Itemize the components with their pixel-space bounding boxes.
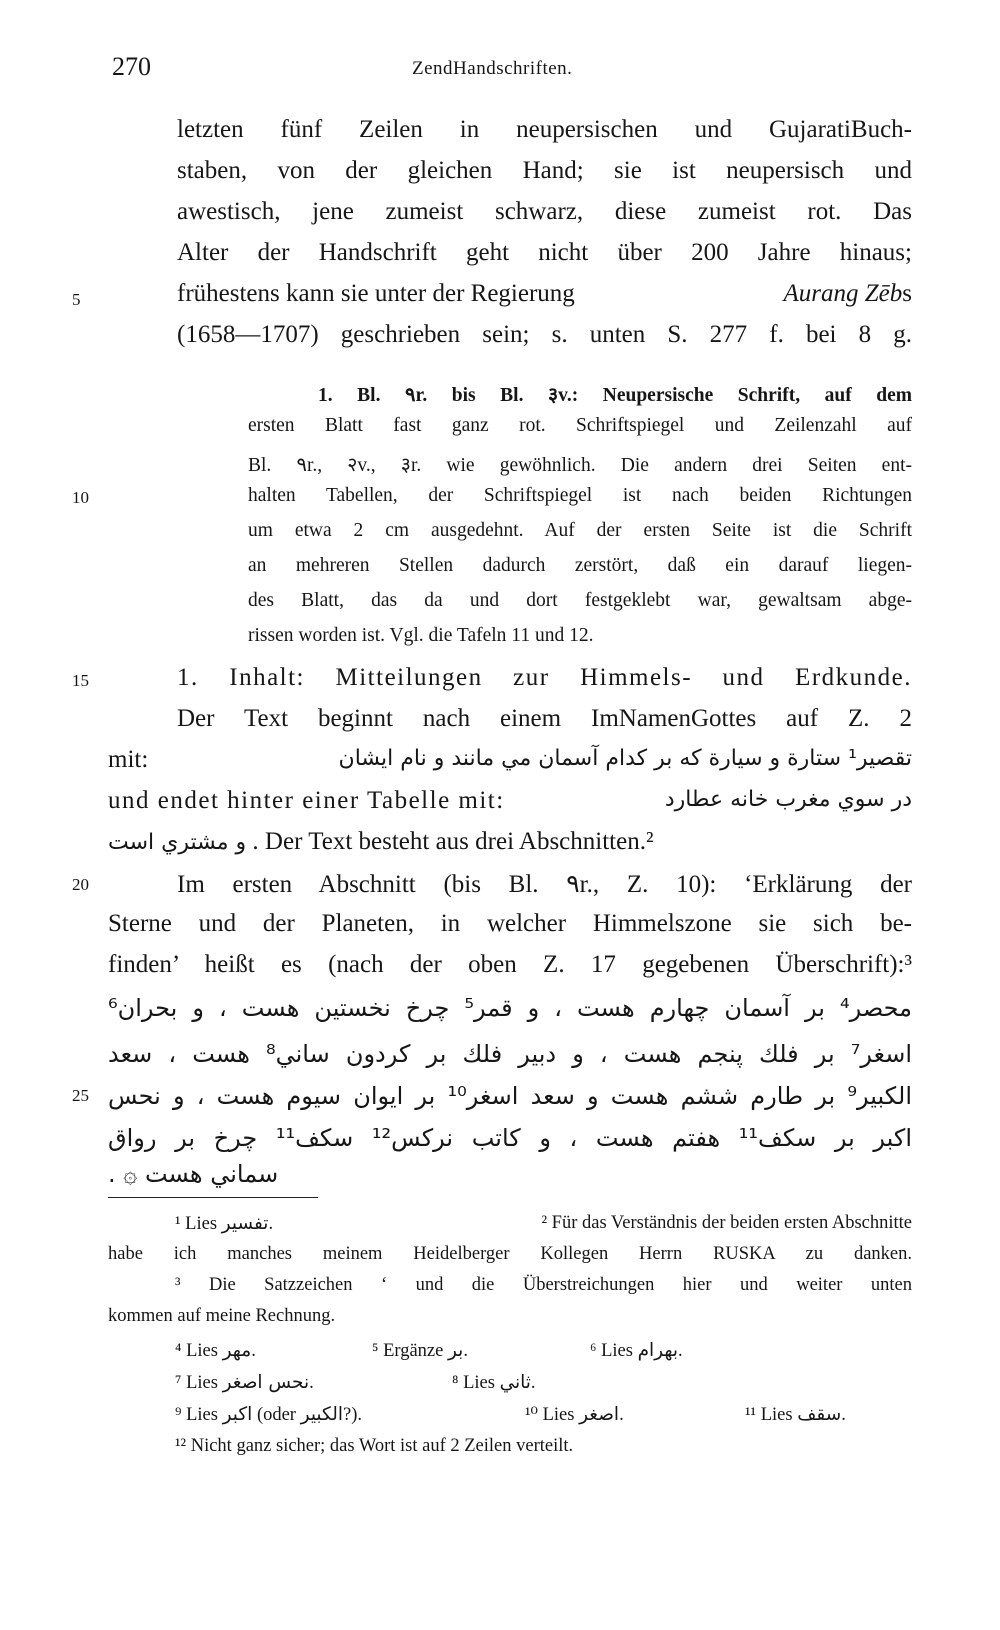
footnote-11: ¹¹ Lies سقف. [745,1404,846,1425]
content-line-4-suffix: . Der Text besteht aus drei Abschnitten.² [252,828,654,855]
intro-line-5-text: frühestens kann sie unter der Regierung [177,280,575,307]
content-line-4-arabic: و مشتري است [108,830,247,855]
content-line-1: Der Text beginnt nach einem ImNamenGottes auf Z. 2 [177,705,912,732]
footnote-12: ¹² Nicht ganz sicher; das Wort ist auf 2 Zeilen verteilt. [175,1436,574,1456]
footnote-2: ² Für das Verständnis der beiden ersten Abschnitte [541,1213,912,1233]
content-line-6: Sterne und der Planeten, in welcher Himmelszone sie sich be- [108,910,912,937]
content-line-3-prefix: und endet hinter einer Tabelle mit: [108,787,505,814]
ruler-name: Aurang Zēbs [783,280,912,307]
footnote-1: ¹ Lies تفسير. [175,1213,274,1234]
note-line-6: an mehreren Stellen dadurch zerstört, daß ein darauf liegen- [248,555,912,576]
arabic-line-2: اسغر⁷ بر فلك پنجم هست ، و دبير فلك بر كردون ساني⁸ هست ، سعد [108,1040,912,1068]
page-number: 270 [112,52,151,81]
note-line-8: rissen worden ist. Vgl. die Tafeln 11 und 12. [248,625,594,646]
running-title: ZendHandschriften. [412,58,573,79]
line-number-5: 5 [72,290,81,309]
content-line-3-arabic: در سوي مغرب خانه عطارد [664,787,912,812]
content-line-7: finden’ heißt es (nach der oben Z. 17 gegebenen Überschrift):³ [108,951,912,978]
note-line-5: um etwa 2 cm ausgedehnt. Auf der ersten Seite ist die Schrift [248,520,912,541]
footnote-7: ⁷ Lies نحس اصغر. [175,1372,314,1393]
note-line-3: Bl. ۹r., २v., ३r. wie gewöhnlich. Die andern drei Seiten ent- [248,455,912,476]
section-heading: 1. Inhalt: Mitteilungen zur Himmels- und Erdkunde. [177,664,912,691]
note-line-4: halten Tabellen, der Schriftspiegel ist nach beiden Richtungen [248,485,912,506]
content-line-5: Im ersten Abschnitt (bis Bl. ۹r., Z. 10): ‘Erklärung der [177,871,912,898]
intro-line-6: (1658—1707) geschrieben sein; s. unten S. 277 f. bei 8 g. [177,321,912,348]
intro-line-5 [177,280,912,308]
footnote-1-2 [175,1213,912,1235]
intro-line-1: letzten fünf Zeilen in neupersischen und GujaratiBuch- [177,116,912,143]
footnote-3-cont: kommen auf meine Rechnung. [108,1306,336,1326]
footnote-9: ⁹ Lies اكبر (oder الكبير?). [175,1404,362,1425]
content-line-3 [108,787,912,815]
line-number-15: 15 [72,671,89,690]
footnote-4: ⁴ Lies مهر. [175,1340,256,1361]
footnote-3: ³ Die Satzzeichen ‘ und die Überstreichungen hier und weiter unten [175,1275,912,1295]
footnote-2-cont: habe ich manches meinem Heidelberger Kollegen Herrn RUSKA zu danken. [108,1244,912,1264]
content-line-4 [108,828,912,856]
line-number-20: 20 [72,875,89,894]
line-number-10: 10 [72,488,89,507]
footnote-6: ⁶ Lies بهرام. [590,1340,683,1361]
arabic-line-3: الكبير⁹ بر طارم ششم هست و سعد اسغر¹⁰ بر ايوان سيوم هست ، و نحس [108,1082,912,1110]
intro-line-3: awestisch, jene zumeist schwarz, diese zumeist rot. Das [177,198,912,225]
line-number-25: 25 [72,1086,89,1105]
footnote-rule [108,1197,318,1198]
footnote-10: ¹⁰ Lies اصغر. [525,1404,624,1425]
page-header [112,52,912,92]
intro-line-4: Alter der Handschrift geht nicht über 200 Jahre hinaus; [177,239,912,266]
note-line-1: 1. Bl. ۹r. bis Bl. ३v.: Neupersische Schrift, auf dem [318,385,912,406]
arabic-line-1: محصر⁴ بر آسمان چهارم هست ، و قمر⁵ چرخ نخستين هست ، و بحران⁶ [108,994,912,1022]
note-line-7: des Blatt, das da und dort festgeklebt war, gewaltsam abge- [248,590,912,611]
content-line-2-arabic: تقصير¹ ستارة و سيارة كه بر كدام آسمان مي مانند و نام ايشان [338,746,912,771]
footnote-5: ⁵ Ergänze بر. [372,1340,468,1361]
note-line-2: ersten Blatt fast ganz rot. Schriftspiegel und Zeilenzahl auf [248,415,912,436]
arabic-line-4: اكبر بر سكف¹¹ هفتم هست ، و كاتب نركس¹² سكف¹¹ چرخ بر رواق [108,1124,912,1152]
intro-line-2: staben, von der gleichen Hand; sie ist neupersisch und [177,157,912,184]
arabic-line-5: سماني هست ۞ . [108,1160,279,1188]
footnote-8: ⁸ Lies ثاني. [452,1372,536,1393]
content-line-2 [108,746,912,774]
content-line-2-prefix: mit: [108,746,149,773]
